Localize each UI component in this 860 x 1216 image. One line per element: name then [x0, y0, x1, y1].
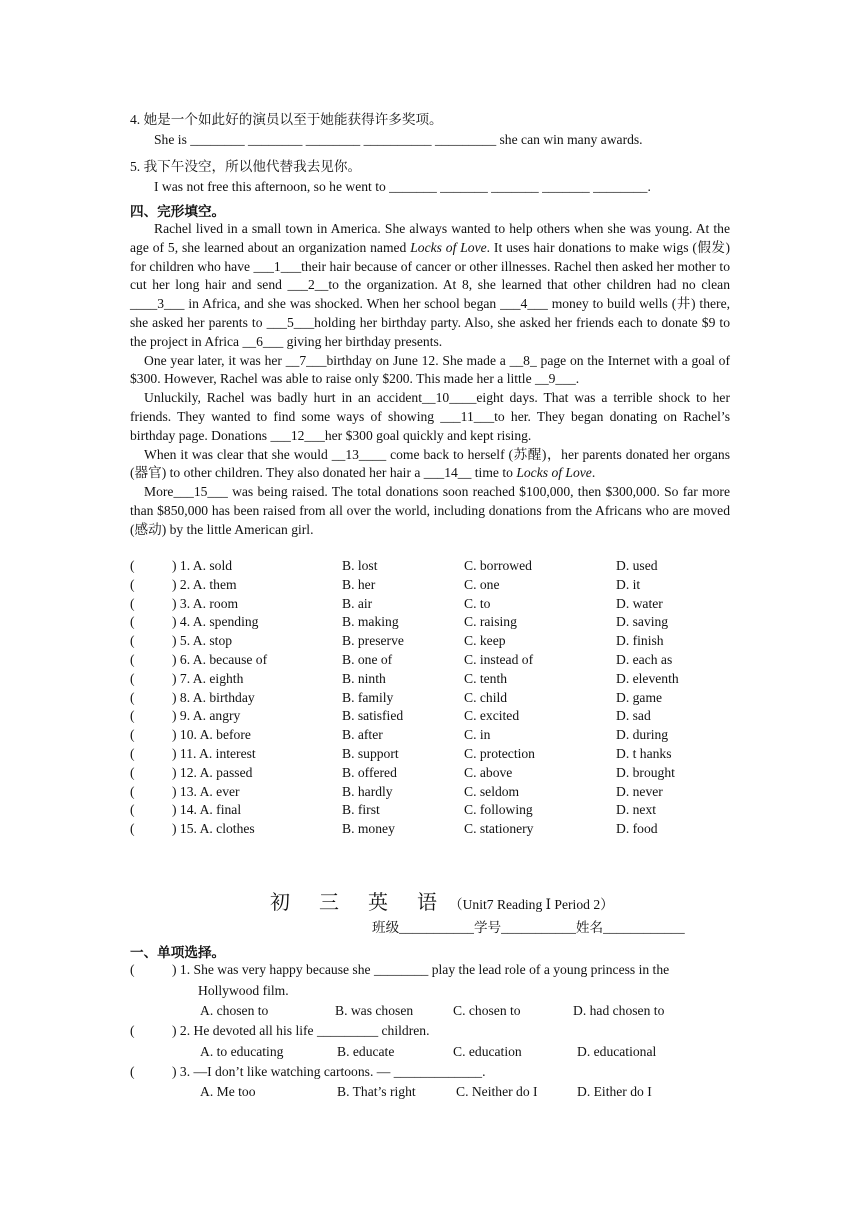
- p1-italic-org: Locks of Love: [410, 239, 487, 255]
- option-a: ) 2. A. them: [172, 576, 237, 592]
- answer-paren: (: [130, 708, 135, 724]
- q2-option-d: D. educational: [577, 1044, 657, 1059]
- q3-paren: (: [130, 1064, 135, 1079]
- option-d: D. sad: [616, 708, 651, 724]
- cloze-option-row: [130, 708, 770, 727]
- option-d: D. water: [616, 595, 663, 611]
- option-a: ) 10. A. before: [172, 727, 251, 743]
- option-b: B. her: [342, 576, 376, 592]
- title-text: 初 三 英 语: [270, 892, 449, 914]
- cloze-passage: [130, 220, 730, 540]
- option-b: B. after: [342, 727, 383, 743]
- answer-paren: (: [130, 821, 135, 837]
- q3-option-b: B. That’s right: [337, 1084, 416, 1099]
- answer-paren: (: [130, 802, 135, 818]
- p1-text-a: Rachel lived in a small town in America. She always wanted to help others when she was young. At the age of 5, she learned about an organization named: [130, 221, 730, 255]
- option-d: D. t hanks: [616, 746, 672, 761]
- cloze-option-row: [130, 821, 770, 840]
- student-info-line: 班级___________学号___________姓名____________: [372, 920, 685, 935]
- option-b: B. first: [342, 802, 380, 818]
- option-c: C. seldom: [464, 783, 520, 799]
- cloze-option-row: [130, 596, 770, 615]
- cloze-option-row: [130, 727, 770, 746]
- answer-paren: (: [130, 614, 135, 630]
- q3-option-c: C. Neither do I: [456, 1084, 538, 1099]
- option-a: ) 3. A. room: [172, 595, 239, 611]
- answer-paren: (: [130, 746, 135, 761]
- answer-paren: (: [130, 576, 135, 592]
- option-d: D. next: [616, 802, 657, 818]
- cloze-option-row: [130, 784, 770, 803]
- option-c: C. in: [464, 727, 491, 743]
- option-b: B. preserve: [342, 633, 404, 649]
- p4-text-b: .: [591, 465, 596, 481]
- option-d: D. used: [616, 558, 658, 573]
- cloze-option-row: [130, 633, 770, 652]
- option-d: D. eleventh: [616, 670, 679, 686]
- option-a: ) 11. A. interest: [172, 746, 256, 761]
- cloze-option-row: [130, 577, 770, 596]
- option-d: D. each as: [616, 652, 673, 667]
- q1-option-d: D. had chosen to: [573, 1003, 665, 1018]
- option-b: B. offered: [342, 764, 397, 780]
- cloze-paragraph-5: More___15___ was being raised. The total donations soon reached $100,000, then $300,000. So far more than $850,000 has been raised from all over the world, including donations from the Africans who are moved (感动) by the little American girl.: [130, 484, 730, 537]
- option-b: B. hardly: [342, 783, 393, 799]
- cloze-option-row: [130, 671, 770, 690]
- cloze-option-row: [130, 690, 770, 709]
- cloze-paragraph-1: [130, 220, 730, 352]
- option-d: D. food: [616, 821, 658, 837]
- option-a: ) 13. A. ever: [172, 783, 240, 799]
- p4-text-a: When it was clear that she would __13____ come back to herself (苏醒)，her parents donated her organs (器官) to other children. They also donated her hair a ___14__ time to: [130, 446, 730, 481]
- q2-stem: ) 2. He devoted all his life _________ children.: [172, 1023, 430, 1038]
- option-b: B. satisfied: [342, 708, 404, 724]
- option-a: ) 8. A. birthday: [172, 689, 255, 705]
- option-c: C. stationery: [464, 821, 534, 837]
- option-c: C. one: [464, 576, 500, 592]
- cloze-option-row: [130, 765, 770, 784]
- option-b: B. family: [342, 689, 394, 705]
- option-a: ) 7. A. eighth: [172, 670, 244, 686]
- cloze-heading: 四、完形填空。: [130, 204, 226, 219]
- p4-italic-org: Locks of Love: [516, 465, 592, 481]
- answer-paren: (: [130, 633, 135, 649]
- answer-paren: (: [130, 689, 135, 705]
- title-subtitle: （Unit7 Reading Ⅰ Period 2）: [449, 897, 614, 912]
- answer-paren: (: [130, 558, 135, 573]
- option-c: C. tenth: [464, 670, 508, 686]
- cloze-option-row: [130, 614, 770, 633]
- option-d: D. saving: [616, 614, 669, 630]
- answer-paren: (: [130, 727, 135, 743]
- answer-paren: (: [130, 652, 135, 667]
- cloze-option-row: [130, 652, 770, 671]
- option-c: C. following: [464, 802, 533, 818]
- p1-text-b: . It uses hair donations to make wigs (假发) for children who have ___1___their hair because of cancer or other illnesses. Rachel then asked her mother to cut her long hair and send ___2__to the organization. At 8, she learned that other children had no clean ____3___ in Africa, and she was shocked. When her school began ___4___ money to build wells (井) there, she asked her parents to ___5___holding her birthday party. Also, she asked her friends each to donate $9 to the project in Africa __6___ giving her birthday presents.: [130, 239, 730, 349]
- q3-option-a: A. Me too: [200, 1084, 256, 1099]
- option-d: D. game: [616, 689, 663, 705]
- option-c: C. instead of: [464, 652, 534, 667]
- option-c: C. borrowed: [464, 558, 532, 573]
- cloze-paragraph-3: Unluckily, Rachel was badly hurt in an accident__10____eight days. That was a terrible shock to her friends. They wanted to find some ways of showing ___11___to her. They began donating on Rachel’s birthday page. Donations ___12___her $300 goal quickly and kept rising.: [130, 390, 730, 443]
- choice-heading: 一、单项选择。: [130, 945, 226, 960]
- q4-chinese: 4. 她是一个如此好的演员以至于她能获得许多奖项。: [130, 112, 443, 127]
- option-d: D. during: [616, 727, 669, 743]
- option-a: ) 6. A. because of: [172, 652, 268, 667]
- option-a: ) 5. A. stop: [172, 633, 233, 649]
- q2-option-b: B. educate: [337, 1044, 395, 1059]
- q3-option-d: D. Either do I: [577, 1084, 652, 1099]
- option-b: B. one of: [342, 652, 393, 667]
- q1-paren: (: [130, 962, 135, 977]
- option-b: B. money: [342, 821, 395, 837]
- option-a: ) 9. A. angry: [172, 708, 241, 724]
- cloze-paragraph-4: [130, 446, 730, 484]
- q3-stem: ) 3. —I don’t like watching cartoons. — _____________.: [172, 1064, 486, 1079]
- option-c: C. raising: [464, 614, 517, 630]
- option-b: B. support: [342, 746, 399, 761]
- option-b: B. making: [342, 614, 399, 630]
- option-c: C. keep: [464, 633, 506, 649]
- q4-english: She is ________ ________ ________ __________ _________ she can win many awards.: [154, 132, 643, 147]
- q5-english: I was not free this afternoon, so he went to _______ _______ _______ _______ ________.: [154, 179, 651, 194]
- answer-paren: (: [130, 764, 135, 780]
- q1-option-c: C. chosen to: [453, 1003, 521, 1018]
- answer-paren: (: [130, 783, 135, 799]
- page-title: [270, 886, 614, 915]
- cloze-option-row: [130, 802, 770, 821]
- option-a: ) 15. A. clothes: [172, 821, 255, 837]
- option-b: B. air: [342, 595, 373, 611]
- q1-option-a: A. chosen to: [200, 1003, 269, 1018]
- option-b: B. lost: [342, 558, 378, 573]
- q2-paren: (: [130, 1023, 135, 1038]
- option-c: C. child: [464, 689, 508, 705]
- option-a: ) 1. A. sold: [172, 558, 233, 573]
- option-d: D. brought: [616, 764, 675, 780]
- option-a: ) 12. A. passed: [172, 764, 253, 780]
- option-d: D. it: [616, 576, 641, 592]
- option-c: C. to: [464, 595, 491, 611]
- cloze-paragraph-2: One year later, it was her __7___birthday on June 12. She made a __8_ page on the Internet with a goal of $300. However, Rachel was able to raise only $200. This made her a little __9___.: [130, 352, 730, 387]
- q1-option-b: B. was chosen: [335, 1003, 414, 1018]
- cloze-option-row: [130, 746, 770, 765]
- q1-stem-cont: Hollywood film.: [198, 983, 289, 998]
- cloze-option-row: [130, 558, 770, 577]
- q2-option-c: C. education: [453, 1044, 522, 1059]
- option-d: D. finish: [616, 633, 664, 649]
- q5-chinese: 5. 我下午没空，所以他代替我去见你。: [130, 159, 362, 174]
- option-a: ) 4. A. spending: [172, 614, 259, 630]
- q1-stem: ) 1. She was very happy because she ________ play the lead role of a young princess in the: [172, 962, 670, 977]
- option-d: D. never: [616, 783, 663, 799]
- option-b: B. ninth: [342, 670, 386, 686]
- option-a: ) 14. A. final: [172, 802, 242, 818]
- answer-paren: (: [130, 670, 135, 686]
- answer-paren: (: [130, 595, 135, 611]
- option-c: C. excited: [464, 708, 520, 724]
- option-c: C. protection: [464, 746, 535, 761]
- q2-option-a: A. to educating: [200, 1044, 284, 1059]
- option-c: C. above: [464, 764, 513, 780]
